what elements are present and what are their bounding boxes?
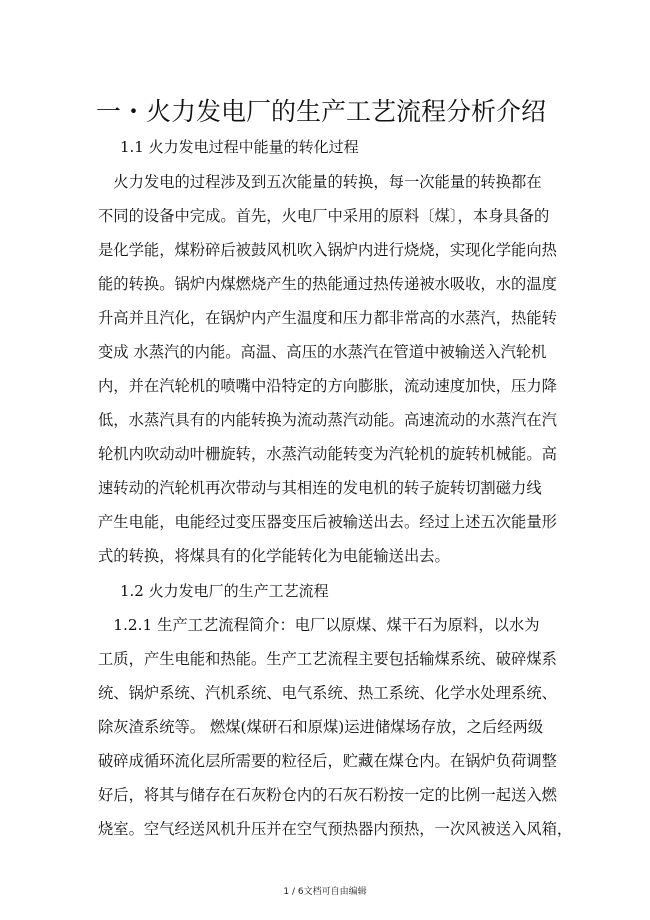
paragraph-line: 统、锅炉系统、汽机系统、电气系统、热工系统、化学水处理系统、 xyxy=(98,684,557,702)
paragraph-line: 不同的设备中完成。首先，火电厂中采用的原料〔煤〕，本身具备的 xyxy=(98,207,550,225)
paragraph-line: 内，并在汽轮机的喷嘴中沿特定的方向膨胀，流动速度加快，压力降 xyxy=(98,377,557,395)
paragraph-line: 工质，产生电能和热能。生产工艺流程主要包括输煤系统、破碎煤系 xyxy=(98,650,557,668)
paragraph-line: 火力发电的过程涉及到五次能量的转换，每一次能量的转换都在 xyxy=(98,173,542,191)
paragraph-line: 破碎成循环流化层所需要的粒径后，贮藏在煤仓内。在锅炉负荷调整 xyxy=(98,752,557,770)
paragraph-line: 能的转换。锅炉内煤燃烧产生的热能通过热传递被水吸收，水的温度 xyxy=(98,275,557,293)
paragraph-line: 是化学能，煤粉碎后被鼓风机吹入锅炉内进行烧烧，实现化学能向热 xyxy=(98,241,557,259)
paragraph-line: 升高并且汽化，在锅炉内产生温度和压力都非常高的水蒸汽，热能转 xyxy=(98,309,557,327)
section-heading-1-1: 1.1 火力发电过程中能量的转化过程 xyxy=(120,138,359,156)
document-title: 一・火力发电厂的生产工艺流程分析介绍 xyxy=(96,97,547,126)
paragraph-line: 轮机内吹动动叶栅旋转，水蒸汽动能转变为汽轮机的旋转机械能。高 xyxy=(98,445,557,463)
paragraph-line: 速转动的汽轮机再次带动与其相连的发电机的转子旋转切割磁力线 xyxy=(98,479,542,497)
paragraph-line: 式的转换，将煤具有的化学能转化为电能输送出去。 xyxy=(98,547,450,565)
section-heading-1-2: 1.2 火力发电厂的生产工艺流程 xyxy=(120,582,329,600)
page-footer: 1 / 6文档可自由编辑 xyxy=(283,887,367,897)
paragraph-line: 低，水蒸汽具有的内能转换为流动蒸汽动能。高速流动的水蒸汽在汽 xyxy=(98,411,557,429)
paragraph-line: 好后，将其与储存在石灰粉仓内的石灰石粉按一定的比例一起送入燃 xyxy=(98,786,557,804)
paragraph-line: 烧室。空气经送风机升压并在空气预热器内预热，一次风被送入风箱， xyxy=(98,820,573,838)
paragraph-line: 产生电能，电能经过变压器变压后被输送出去。经过上述五次能量形 xyxy=(98,513,557,531)
paragraph-line: 变成 水蒸汽的内能。高温、高压的水蒸汽在管道中被输送入汽轮机 xyxy=(98,343,547,361)
paragraph-line: 除灰渣系统等。 燃煤(煤研石和原煤)运进储煤场存放，之后经两级 xyxy=(98,718,544,736)
paragraph-line: 1.2.1 生产工艺流程简介：电厂以原煤、煤干石为原料，以水为 xyxy=(98,616,540,634)
